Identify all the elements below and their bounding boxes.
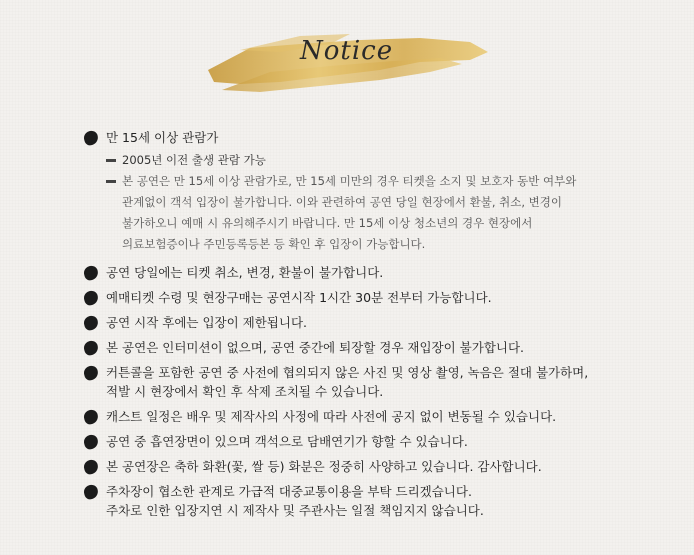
sub-text: 본 공연은 만 15세 이상 관람가로, 만 15세 미만의 경우 티켓을 소지 및 보호자 동반 여부와 관계없이 객석 입장이 불가합니다. 이와 관련하여 공연 당일 현장에서 환불, 취소, 변경이 불가하오니 예매 시 유의해주시기 바랍니다. 만 15세 이상 청소년의 경우 현장에서 의료보험증이나 주민등록등본 등 확인 후 입장이 가능합니다. (122, 174, 577, 251)
notice-item (84, 407, 684, 426)
notice-item (84, 263, 684, 282)
notice-list (84, 128, 684, 526)
dash-icon (106, 180, 116, 183)
notice-item (84, 482, 684, 520)
notice-text: 공연 중 흡연장면이 있으며 객석으로 담배연기가 향할 수 있습니다. (106, 434, 468, 449)
sub-item (106, 150, 684, 171)
notice-text: 커튼콜을 포함한 공연 중 사전에 협의되지 않은 사진 및 영상 촬영, 녹음은 절대 불가하며, 적발 시 현장에서 확인 후 삭제 조치될 수 있습니다. (106, 365, 589, 399)
notice-item (84, 432, 684, 451)
sub-item (106, 171, 684, 255)
bullet-icon (82, 483, 99, 500)
notice-text: 예매티켓 수령 및 현장구매는 공연시작 1시간 30분 전부터 가능합니다. (106, 290, 492, 305)
notice-item (84, 313, 684, 332)
notice-text: 만 15세 이상 관람가 (106, 130, 219, 145)
notice-title: Notice (300, 36, 394, 66)
bullet-icon (82, 264, 99, 281)
notice-item (84, 363, 684, 401)
sub-list (106, 150, 684, 255)
notice-text: 본 공연은 인터미션이 없으며, 공연 중간에 퇴장할 경우 재입장이 불가합니다. (106, 340, 525, 355)
notice-text: 본 공연장은 축하 화환(꽃, 쌀 등) 화분은 정중히 사양하고 있습니다. 감사합니다. (106, 459, 542, 474)
notice-item (84, 338, 684, 357)
notice-text: 공연 시작 후에는 입장이 제한됩니다. (106, 315, 307, 330)
notice-item (84, 288, 684, 307)
bullet-icon (82, 433, 99, 450)
bullet-icon (82, 129, 99, 146)
notice-item (84, 128, 684, 255)
notice-text: 공연 당일에는 티켓 취소, 변경, 환불이 불가합니다. (106, 265, 384, 280)
sub-text: 2005년 이전 출생 관람 가능 (122, 153, 266, 167)
bullet-icon (82, 289, 99, 306)
notice-header (0, 0, 694, 115)
bullet-icon (82, 314, 99, 331)
bullet-icon (82, 364, 99, 381)
dash-icon (106, 159, 116, 162)
notice-text: 주차장이 협소한 관계로 가급적 대중교통이용을 부탁 드리겠습니다. 주차로 인한 입장지연 시 제작사 및 주관사는 일절 책임지지 않습니다. (106, 484, 484, 518)
notice-item (84, 457, 684, 476)
notice-text: 캐스트 일정은 배우 및 제작사의 사정에 따라 사전에 공지 없이 변동될 수 있습니다. (106, 409, 557, 424)
bullet-icon (82, 408, 99, 425)
bullet-icon (82, 339, 99, 356)
bullet-icon (82, 458, 99, 475)
